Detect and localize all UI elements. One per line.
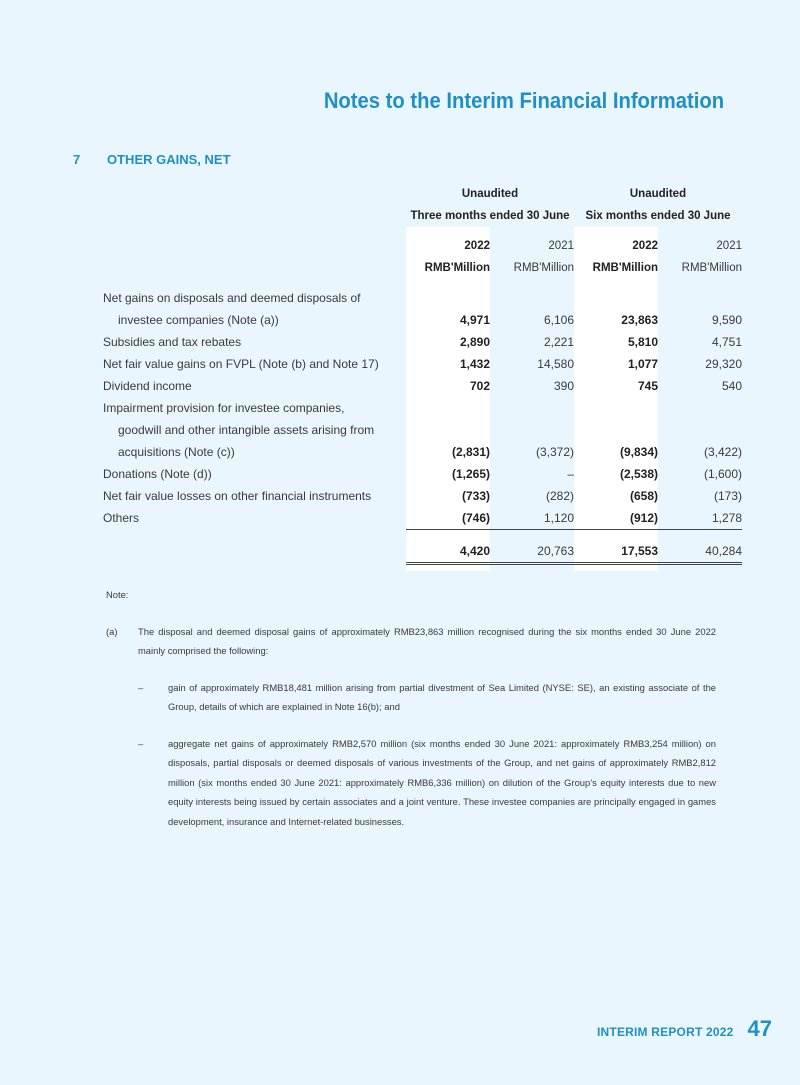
cell-value: (658) [574,485,658,507]
cell-value: 1,432 [406,353,490,375]
row-label: Subsidies and tax rebates [103,335,242,349]
row-label: Dividend income [103,379,192,393]
total-row [103,540,742,564]
cell-value: 5,810 [574,331,658,353]
section-title: OTHER GAINS, NET [107,152,231,167]
note-bullet [106,734,716,832]
other-gains-table [103,183,742,571]
table-row [103,507,742,530]
note-a-text: The disposal and deemed disposal gains of approximately RMB23,863 million recognised during the six months ended 30 June 2022 mainly comprised the following: [138,625,716,656]
year-header: 2021 [716,240,742,252]
cell-value: (1,265) [406,463,490,485]
unit-header: RMB'Million [406,257,490,279]
cell-value: (733) [406,485,490,507]
table-row [103,463,742,485]
cell-value: 390 [553,379,574,393]
unit-header: RMB'Million [681,262,742,274]
cell-value: 29,320 [705,357,742,371]
cell-value: 4,751 [711,335,742,349]
table-row [103,419,742,441]
cell-value: 745 [574,375,658,397]
row-label: Net fair value gains on FVPL (Note (b) and Note 17) [103,357,379,371]
cell-value: (746) [406,507,490,530]
group-status-three-months: Unaudited [461,188,519,200]
bullet-text: gain of approximately RMB18,481 million arising from partial divestment of Sea Limited (NYSE: SE), an existing associate of the Group, details of which are explained in Note 16(b); and [168,681,716,712]
cell-value: 1,278 [658,507,742,530]
note-label: Note: [106,589,129,600]
table-row [103,353,742,375]
year-header: 2022 [574,235,658,257]
report-name: INTERIM REPORT 2022 [597,1025,734,1039]
total-value: 17,553 [574,540,658,564]
year-header: 2021 [548,240,574,252]
row-label: goodwill and other intangible assets arising from [118,423,375,437]
row-label: Donations (Note (d)) [103,467,212,481]
page-title: Notes to the Interim Financial Information [323,88,724,113]
cell-value: (2,831) [406,441,490,463]
cell-value: 14,580 [537,357,574,371]
row-label: Others [103,511,140,526]
total-value: 20,763 [490,540,574,564]
cell-value: – [567,467,574,481]
table-row [103,375,742,397]
table-row [103,441,742,463]
cell-value: 540 [721,379,742,393]
note-a [106,622,716,661]
dash-marker: – [138,737,144,749]
row-label: acquisitions (Note (c)) [118,445,235,459]
cell-value: 9,590 [711,313,742,327]
cell-value: 4,971 [406,309,490,331]
table-row [103,309,742,331]
table-row [103,287,742,309]
cell-value: 1,120 [490,507,574,530]
table-row [103,397,742,419]
cell-value: (9,834) [574,441,658,463]
total-value: 4,420 [406,540,490,564]
cell-value: (282) [545,489,574,503]
cell-value: (3,372) [535,445,574,459]
page-footer [597,1016,772,1042]
table-row [103,331,742,353]
dash-marker: – [138,681,144,693]
notes-section [106,585,716,831]
cell-value: 2,890 [406,331,490,353]
cell-value: (2,538) [574,463,658,485]
cell-value: 6,106 [543,313,574,327]
row-label: investee companies (Note (a)) [118,313,279,327]
row-label: Impairment provision for investee companies, [103,401,345,415]
unit-header: RMB'Million [574,257,658,279]
group-period-six-months: Six months ended 30 June [585,210,731,222]
table-row [103,485,742,507]
row-label: Net gains on disposals and deemed disposals of [103,291,361,305]
year-header: 2022 [406,235,490,257]
note-a-tag: (a) [106,625,118,637]
group-status-six-months: Unaudited [629,188,687,200]
total-value: 40,284 [658,540,742,564]
cell-value: 702 [406,375,490,397]
cell-value: 1,077 [574,353,658,375]
note-bullet [106,678,716,717]
cell-value: (1,600) [703,467,742,481]
cell-value: 23,863 [574,309,658,331]
section-number: 7 [73,152,81,167]
row-label: Net fair value losses on other financial instruments [103,489,372,503]
group-period-three-months: Three months ended 30 June [410,210,570,222]
page-number: 47 [747,1016,772,1041]
cell-value: 2,221 [543,335,574,349]
unit-header: RMB'Million [513,262,574,274]
bullet-text: aggregate net gains of approximately RMB2,570 million (six months ended 30 June 2021: approximately RMB3,254 million) on disposals, partial disposals or deemed disposals of various investments of the Group, and net gains of approximately RMB2,812 million (six months ended 30 June 2021: approximately RMB6,336 million) on dilution of the Group’s equity interests due to new equity interests being issued by certain associates and a joint venture. These investee companies are principally engaged in games development, insurance and Internet-related businesses. [168,737,716,827]
cell-value: (3,422) [703,445,742,459]
cell-value: (912) [574,507,658,530]
section-heading [73,152,231,167]
cell-value: (173) [713,489,742,503]
